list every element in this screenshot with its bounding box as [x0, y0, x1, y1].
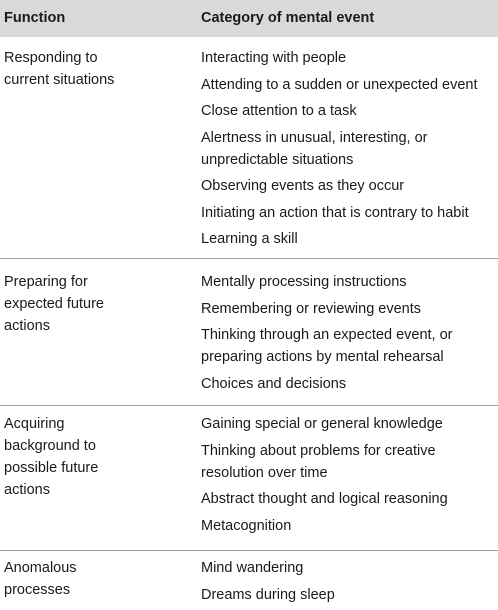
category-item-line: Attending to a sudden or unexpected event [201, 76, 478, 93]
category-item-line: preparing actions by mental rehearsal [201, 349, 444, 365]
category-item-line: unpredictable situations [201, 151, 354, 168]
category-item-line: Learning a skill [201, 231, 298, 247]
category-item [201, 202, 496, 224]
function-label-line: expected future [4, 296, 104, 312]
group-divider [0, 258, 498, 259]
category-item [201, 228, 496, 250]
header-function: Function [4, 10, 66, 26]
category-item-line: resolution over time [201, 464, 328, 481]
category-item [201, 47, 496, 69]
group-divider [0, 550, 498, 551]
category-item-line: Thinking through an expected event, or [201, 327, 453, 343]
category-item [201, 298, 496, 320]
category-list [201, 271, 496, 399]
function-label-line: Acquiring [4, 416, 65, 432]
category-item [201, 515, 496, 537]
function-label-line: processes [4, 582, 71, 598]
function-label [4, 413, 184, 501]
category-item-line: Gaining special or general knowledge [201, 416, 443, 432]
category-item [201, 413, 496, 435]
function-label [4, 271, 184, 337]
category-item-line: Dreams during sleep [201, 586, 335, 603]
category-item-line: Close attention to a task [201, 103, 357, 119]
category-item [201, 127, 496, 171]
category-item [201, 557, 496, 579]
function-label-line: current situations [4, 72, 115, 88]
header-category: Category of mental event [201, 10, 375, 26]
category-item-line: Initiating an action that is contrary to habit [201, 204, 469, 221]
function-label-line: background to [4, 438, 96, 454]
category-item-line: Interacting with people [201, 50, 347, 66]
function-label-line: possible future [4, 460, 99, 476]
category-item-line: Alertness in unusual, interesting, or [201, 129, 428, 146]
function-label-line: Preparing for [4, 274, 88, 290]
category-list [201, 557, 496, 610]
category-item [201, 100, 496, 122]
group-divider [0, 405, 498, 406]
table-header [0, 0, 498, 37]
function-label-line: Anomalous [4, 560, 77, 576]
function-label-line: Responding to [4, 50, 98, 66]
category-item-line: Mind wandering [201, 560, 304, 576]
category-item [201, 271, 496, 293]
category-item-line: Observing events as they occur [201, 178, 405, 194]
function-label-line: actions [4, 482, 50, 498]
category-item [201, 584, 496, 606]
category-item-line: Remembering or reviewing events [201, 300, 422, 317]
category-list [201, 47, 496, 255]
category-item-line: Metacognition [201, 517, 292, 534]
category-item [201, 373, 496, 395]
function-label [4, 47, 184, 91]
function-label-line: actions [4, 318, 50, 334]
category-item-line: Thinking about problems for creative [201, 442, 436, 459]
category-item-line: Choices and decisions [201, 375, 347, 392]
category-item [201, 324, 496, 368]
function-label [4, 557, 184, 601]
category-item [201, 175, 496, 197]
category-item-line: Mentally processing instructions [201, 274, 407, 290]
category-item-line: Abstract thought and logical reasoning [201, 491, 448, 507]
category-item [201, 440, 496, 484]
category-item [201, 74, 496, 96]
category-list [201, 413, 496, 541]
category-item [201, 488, 496, 510]
